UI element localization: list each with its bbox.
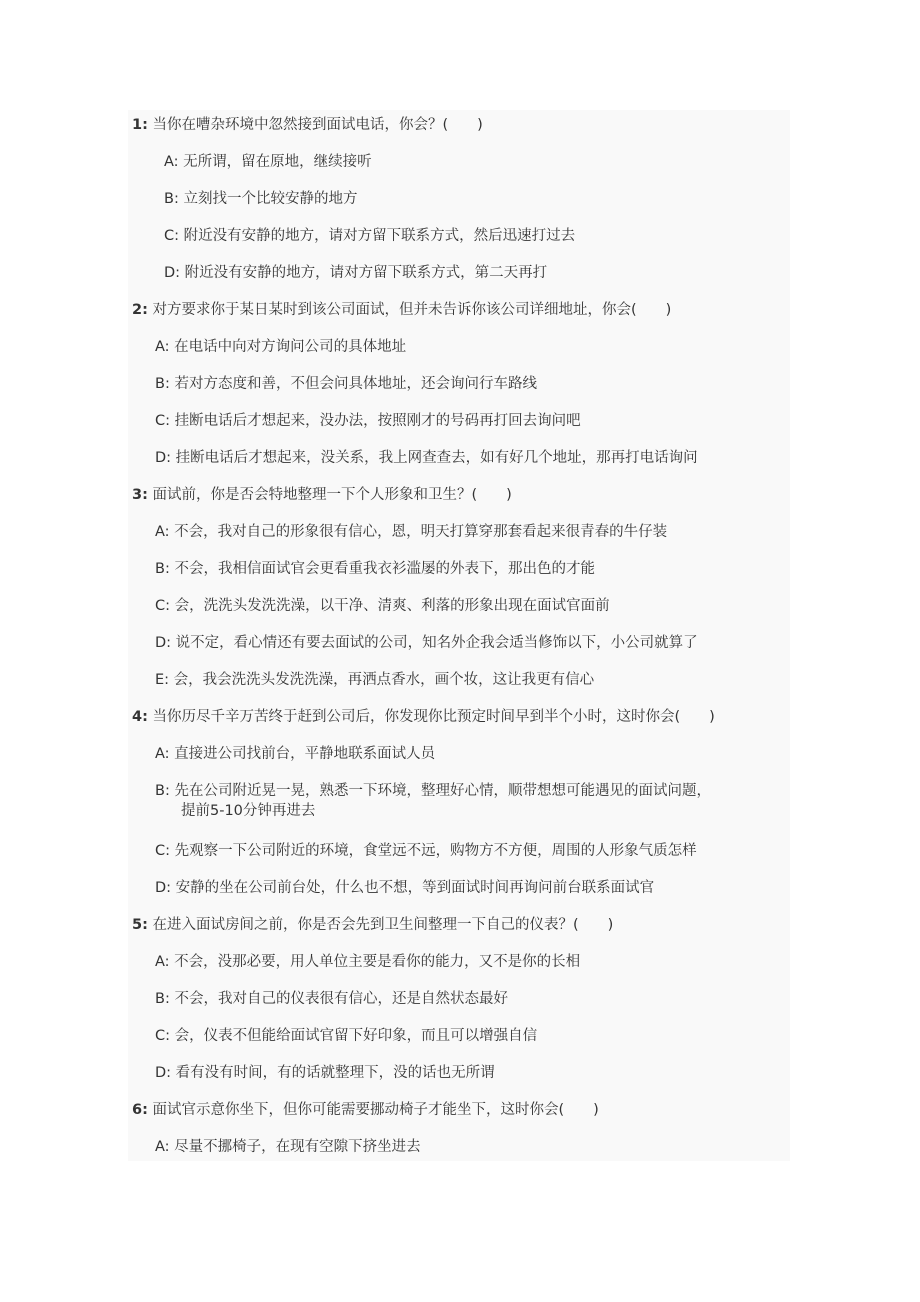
option-label: C: — [155, 1028, 171, 1044]
question-number: 5: — [132, 917, 148, 933]
option-2c — [155, 411, 581, 431]
option-text: 先在公司附近晃一晃，熟悉一下环境，整理好心情，顺带想想可能遇见的面试问题， — [174, 783, 711, 799]
question-3 — [132, 485, 512, 505]
option-3c — [155, 596, 610, 616]
option-label: D: — [155, 635, 172, 651]
option-label: B: — [155, 376, 170, 392]
option-label: A: — [164, 154, 179, 170]
option-label: D: — [164, 265, 181, 281]
option-label: C: — [155, 413, 171, 429]
option-label: D: — [155, 450, 172, 466]
question-text: 对方要求你于某日某时到该公司面试，但并未告诉你该公司详细地址，你会( ) — [152, 302, 672, 318]
question-text: 面试前，你是否会特地整理一下个人形象和卫生？( ) — [152, 487, 512, 503]
option-label: C: — [155, 843, 171, 859]
option-3e — [155, 670, 594, 690]
option-text: 挂断电话后才想起来，没办法，按照刚才的号码再打回去询问吧 — [174, 413, 581, 429]
option-text: 安静的坐在公司前台处，什么也不想，等到面试时间再询问前台联系面试官 — [175, 880, 655, 896]
option-text: 会，我会洗洗头发洗洗澡，再洒点香水，画个妆，这让我更有信心 — [173, 672, 595, 688]
option-label: A: — [155, 524, 170, 540]
option-1d — [164, 263, 547, 283]
question-text: 当你在嘈杂环境中忽然接到面试电话，你会？( ) — [152, 117, 483, 133]
option-3a — [155, 522, 667, 542]
option-text: 若对方态度和善，不但会问具体地址，还会询问行车路线 — [174, 376, 537, 392]
option-1b — [164, 189, 357, 209]
option-4a — [155, 744, 435, 764]
option-label: B: — [155, 991, 170, 1007]
option-text: 不会，我对自己的形象很有信心，恩，明天打算穿那套看起来很青春的牛仔装 — [174, 524, 668, 540]
option-1a — [164, 152, 372, 172]
question-number: 3: — [132, 487, 148, 503]
option-label: B: — [164, 191, 179, 207]
question-number: 6: — [132, 1102, 148, 1118]
option-label: C: — [155, 598, 171, 614]
option-text: 不会，没那必要，用人单位主要是看你的能力，又不是你的长相 — [174, 954, 581, 970]
option-text: 先观察一下公司附近的环境，食堂远不远，购物方不方便，周围的人形象气质怎样 — [174, 843, 697, 859]
option-label: D: — [155, 1065, 172, 1081]
question-text: 在进入面试房间之前，你是否会先到卫生间整理一下自己的仪表？( ) — [152, 917, 614, 933]
option-5a — [155, 952, 580, 972]
option-text: 附近没有安静的地方，请对方留下联系方式，第二天再打 — [184, 265, 548, 281]
question-text: 面试官示意你坐下，但你可能需要挪动椅子才能坐下，这时你会( ) — [152, 1102, 599, 1118]
option-6a — [155, 1137, 421, 1157]
document-page — [128, 110, 790, 1161]
option-text: 挂断电话后才想起来，没关系，我上网查查去，如有好几个地址，那再打电话询问 — [175, 450, 698, 466]
option-label: E: — [155, 672, 170, 688]
option-label: B: — [155, 783, 170, 799]
option-label: B: — [155, 561, 170, 577]
option-label: D: — [155, 880, 172, 896]
option-1c — [164, 226, 575, 246]
option-4b — [155, 781, 711, 821]
option-text: 立刻找一个比较安静的地方 — [183, 191, 358, 207]
option-label: A: — [155, 1139, 170, 1155]
question-number: 4: — [132, 709, 148, 725]
question-5 — [132, 915, 613, 935]
option-label: C: — [164, 228, 180, 244]
option-text: 直接进公司找前台，平静地联系面试人员 — [174, 746, 436, 762]
question-text: 当你历尽千辛万苦终于赶到公司后，你发现你比预定时间早到半个小时，这时你会( ) — [152, 709, 715, 725]
option-3d — [155, 633, 698, 653]
option-5d — [155, 1063, 495, 1083]
option-text: 附近没有安静的地方，请对方留下联系方式，然后迅速打过去 — [183, 228, 576, 244]
option-text: 会，洗洗头发洗洗澡，以干净、清爽、利落的形象出现在面试官面前 — [174, 598, 610, 614]
option-4c — [155, 841, 697, 861]
option-label: A: — [155, 954, 170, 970]
option-text: 无所谓，留在原地，继续接听 — [183, 154, 372, 170]
option-4d — [155, 878, 654, 898]
option-5b — [155, 989, 508, 1009]
option-text: 不会，我相信面试官会更看重我衣衫滥屡的外表下，那出色的才能 — [174, 561, 595, 577]
option-text: 说不定，看心情还有要去面试的公司，知名外企我会适当修饰以下，小公司就算了 — [175, 635, 698, 651]
option-text: 会，仪表不但能给面试官留下好印象，而且可以增强自信 — [174, 1028, 538, 1044]
option-text: 不会，我对自己的仪表很有信心，还是自然状态最好 — [174, 991, 508, 1007]
option-5c — [155, 1026, 537, 1046]
option-text: 尽量不挪椅子，在现有空隙下挤坐进去 — [174, 1139, 421, 1155]
option-2a — [155, 337, 406, 357]
option-label: A: — [155, 746, 170, 762]
option-text: 在电话中向对方询问公司的具体地址 — [174, 339, 407, 355]
question-number: 1: — [132, 117, 148, 133]
question-1 — [132, 115, 483, 135]
question-number: 2: — [132, 302, 148, 318]
question-2 — [132, 300, 671, 320]
option-label: A: — [155, 339, 170, 355]
option-3b — [155, 559, 595, 579]
question-4 — [132, 707, 715, 727]
option-2b — [155, 374, 537, 394]
option-2d — [155, 448, 698, 468]
option-text: 看有没有时间，有的话就整理下，没的话也无所谓 — [175, 1065, 495, 1081]
option-text-continuation: 提前5-10分钟再进去 — [181, 803, 316, 819]
question-6 — [132, 1100, 599, 1120]
